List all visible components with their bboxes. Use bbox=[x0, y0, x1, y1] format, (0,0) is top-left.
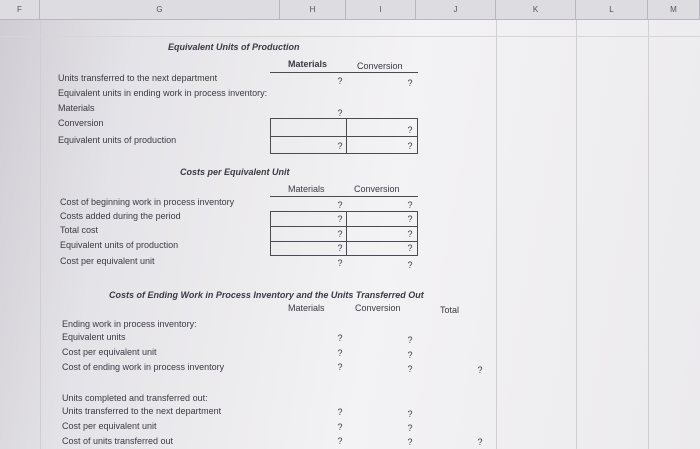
grid-line bbox=[40, 20, 41, 449]
conversion-cell[interactable]: ? bbox=[407, 364, 413, 374]
section3-materials-header: Materials bbox=[288, 303, 325, 313]
total-cell[interactable]: ? bbox=[477, 365, 483, 375]
materials-cell[interactable]: ? bbox=[337, 214, 343, 224]
row-label: Units completed and transferred out: bbox=[62, 393, 208, 403]
row-label: Cost of units transferred out bbox=[62, 436, 174, 446]
row-label: Equivalent units bbox=[62, 332, 126, 342]
materials-cell[interactable]: ? bbox=[337, 258, 343, 268]
materials-cell[interactable]: ? bbox=[337, 362, 343, 372]
box-divider bbox=[270, 226, 418, 227]
total-cell[interactable]: ? bbox=[477, 437, 483, 447]
section2-conversion-header: Conversion bbox=[354, 184, 400, 194]
conversion-cell[interactable]: ? bbox=[407, 335, 413, 345]
row-label: Cost of ending work in process inventory bbox=[62, 362, 225, 372]
row-label: Cost per equivalent unit bbox=[62, 421, 157, 431]
row-label: Ending work in process inventory: bbox=[62, 319, 197, 329]
conversion-cell[interactable]: ? bbox=[407, 214, 413, 224]
row-label: Costs added during the period bbox=[60, 211, 181, 221]
column-header-h[interactable]: H bbox=[280, 0, 346, 20]
row-label: Cost of beginning work in process inventory bbox=[60, 197, 235, 207]
section3-total-header: Total bbox=[440, 305, 460, 315]
conversion-cell[interactable]: ? bbox=[407, 423, 413, 433]
box-divider bbox=[270, 241, 418, 242]
conversion-cell[interactable]: ? bbox=[407, 409, 413, 419]
grid-line bbox=[496, 20, 497, 449]
materials-cell[interactable]: ? bbox=[337, 141, 343, 151]
row-label: Total cost bbox=[60, 225, 99, 235]
header-rule bbox=[270, 72, 418, 73]
conversion-cell[interactable]: ? bbox=[407, 78, 413, 88]
materials-cell[interactable]: ? bbox=[337, 333, 343, 343]
column-header-k[interactable]: K bbox=[496, 0, 576, 20]
conversion-cell[interactable]: ? bbox=[407, 243, 413, 253]
row-label: Cost per equivalent unit bbox=[60, 256, 155, 266]
column-header-f[interactable]: F bbox=[0, 0, 40, 20]
section1-title: Equivalent Units of Production bbox=[168, 42, 300, 52]
column-header-g[interactable]: G bbox=[40, 0, 280, 20]
column-header-m[interactable]: M bbox=[648, 0, 700, 20]
conversion-cell[interactable]: ? bbox=[407, 200, 413, 210]
materials-cell[interactable]: ? bbox=[337, 422, 343, 432]
conversion-cell[interactable]: ? bbox=[407, 350, 413, 360]
section3-title: Costs of Ending Work in Process Inventory and the Units Transferred Out bbox=[109, 290, 424, 300]
materials-cell[interactable]: ? bbox=[337, 243, 343, 253]
row-label: Materials bbox=[58, 103, 95, 113]
row-label: Units transferred to the next department bbox=[58, 73, 218, 83]
column-header-j[interactable]: J bbox=[416, 0, 496, 20]
conversion-cell[interactable]: ? bbox=[407, 260, 413, 270]
conversion-cell[interactable]: ? bbox=[407, 125, 413, 135]
section2-materials-header: Materials bbox=[288, 184, 325, 194]
box-divider bbox=[270, 136, 418, 137]
column-header-l[interactable]: L bbox=[576, 0, 648, 20]
section1-materials-header: Materials bbox=[288, 59, 328, 69]
conversion-cell[interactable]: ? bbox=[407, 141, 413, 151]
materials-cell[interactable]: ? bbox=[337, 108, 343, 118]
grid-line bbox=[576, 20, 577, 449]
row-label: Cost per equivalent unit bbox=[62, 347, 157, 357]
materials-cell[interactable]: ? bbox=[337, 76, 343, 86]
materials-cell[interactable]: ? bbox=[337, 200, 343, 210]
materials-cell[interactable]: ? bbox=[337, 229, 343, 239]
materials-cell[interactable]: ? bbox=[337, 436, 343, 446]
conversion-cell[interactable]: ? bbox=[407, 437, 413, 447]
section3-conversion-header: Conversion bbox=[355, 303, 401, 313]
header-rule bbox=[270, 196, 418, 197]
row-label: Units transferred to the next department bbox=[62, 406, 222, 416]
row-label: Equivalent units in ending work in process inventory: bbox=[58, 88, 268, 98]
row-label: Conversion bbox=[58, 118, 104, 128]
grid-line bbox=[648, 20, 649, 449]
row-label: Equivalent units of production bbox=[60, 240, 179, 250]
section2-title: Costs per Equivalent Unit bbox=[180, 167, 290, 177]
materials-cell[interactable]: ? bbox=[337, 348, 343, 358]
column-header-i[interactable]: I bbox=[346, 0, 416, 20]
row-label: Equivalent units of production bbox=[58, 135, 177, 145]
conversion-cell[interactable]: ? bbox=[407, 229, 413, 239]
materials-cell[interactable]: ? bbox=[337, 407, 343, 417]
grid-line bbox=[0, 36, 700, 37]
section1-conversion-header: Conversion bbox=[357, 61, 403, 71]
